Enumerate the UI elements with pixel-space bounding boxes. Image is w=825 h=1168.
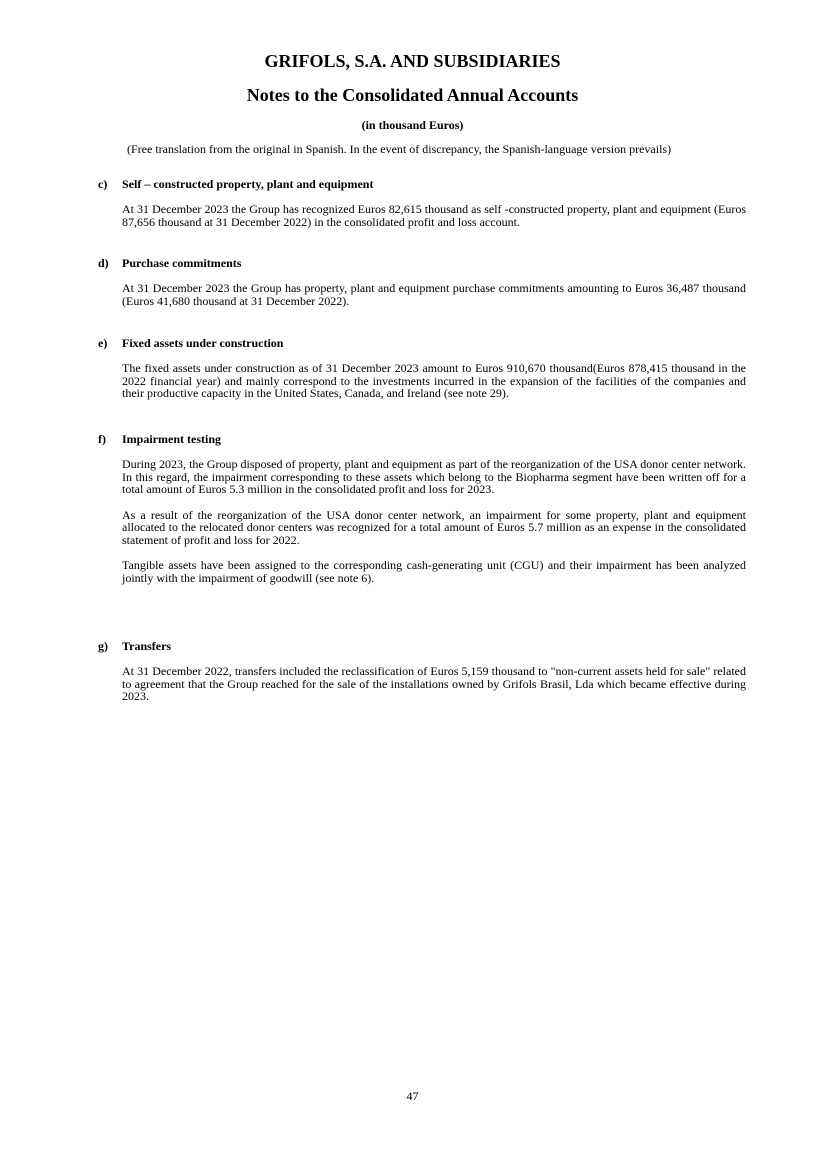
section-title: Purchase commitments: [122, 256, 242, 270]
paragraph: The fixed assets under construction as of 31 December 2023 amount to Euros 910,670 thousand(Euros 878,415 thousand in the 2022 financial year) and mainly correspond to the investments incurred in the expansion of the facilities of the companies and their productive capacity in the United States, Canada, and Ireland (see note 29).: [122, 361, 746, 400]
section-title: Impairment testing: [122, 432, 221, 446]
section-letter: e): [98, 336, 108, 350]
paragraph: As a result of the reorganization of the USA donor center network, an impairment for some property, plant and equipment allocated to the relocated donor centers was recognized for a total amount of Euros 5.7 million as an expense in the consolidated statement of profit and loss for 2022.: [122, 507, 746, 547]
section-self-constructed: [98, 177, 758, 228]
currency-note: (in thousand Euros): [361, 118, 464, 132]
section-letter: c): [98, 177, 108, 191]
section-title: Self – constructed property, plant and equipment: [122, 177, 374, 191]
paragraph: During 2023, the Group disposed of property, plant and equipment as part of the reorganization of the USA donor center network. In this regard, the impairment corresponding to these assets which belong to the Biopharma segment have been written off for a total amount of Euros 5.3 million in the consolidated profit and loss for 2023.: [122, 457, 746, 496]
section-letter: d): [98, 256, 109, 270]
section-fixed-assets-construction: [98, 336, 758, 400]
paragraph: At 31 December 2023 the Group has recognized Euros 82,615 thousand as self -constructed property, plant and equipment (Euros 87,656 thousand at 31 December 2022) in the consolidated profit and loss account.: [122, 202, 746, 229]
company-name: GRIFOLS, S.A. AND SUBSIDIARIES: [264, 51, 561, 71]
section-heading: [98, 256, 758, 270]
paragraph: At 31 December 2022, transfers included the reclassification of Euros 5,159 thousand to "non-current assets held for sale" related to agreement that the Group reached for the sale of the installations owned by Grifols Brasil, Lda which became effective during 2023.: [122, 664, 746, 703]
section-impairment-testing: [98, 432, 758, 584]
page-number: 47: [406, 1089, 419, 1103]
section-transfers: [98, 639, 758, 703]
translation-note: (Free translation from the original in Spanish. In the event of discrepancy, the Spanish-language version prevails): [127, 142, 672, 156]
section-purchase-commitments: [98, 256, 758, 307]
section-heading: [98, 336, 758, 350]
document-title: Notes to the Consolidated Annual Accounts: [246, 85, 579, 105]
section-heading: [98, 177, 758, 191]
section-title: Transfers: [122, 639, 172, 653]
paragraph: At 31 December 2023 the Group has property, plant and equipment purchase commitments amounting to Euros 36,487 thousand (Euros 41,680 thousand at 31 December 2022).: [122, 281, 746, 308]
section-heading: [98, 639, 758, 653]
section-letter: g): [98, 639, 108, 653]
section-heading: [98, 432, 758, 446]
paragraph: Tangible assets have been assigned to the corresponding cash-generating unit (CGU) and their impairment has been analyzed jointly with the impairment of goodwill (see note 6).: [122, 558, 746, 585]
section-title: Fixed assets under construction: [122, 336, 284, 350]
section-letter: f): [98, 432, 106, 446]
